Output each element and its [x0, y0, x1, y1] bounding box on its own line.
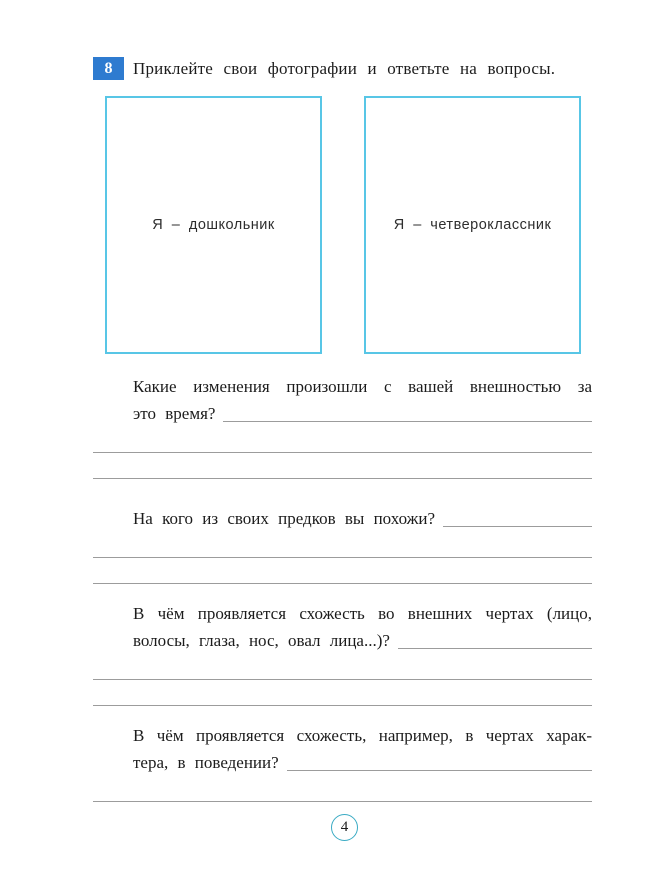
- answer-line: [93, 427, 592, 453]
- answer-line: [287, 749, 592, 771]
- photo-box-fourth-grader: [364, 96, 581, 354]
- question-3-text: волосы, глаза, нос, овал лица...)?: [133, 631, 390, 650]
- photo-label-fourth-grader: Я – четвероклассник: [393, 217, 552, 233]
- answer-line: [93, 654, 592, 680]
- question-4: [133, 722, 592, 802]
- question-3-line-1: В чём проявляется схожесть во внешних чертах (лицо,: [133, 604, 592, 623]
- question-3: [133, 600, 592, 706]
- answer-line: [93, 532, 592, 558]
- photo-placeholders: [105, 96, 592, 354]
- question-4-last-line: [133, 749, 592, 776]
- question-2-text: На кого из своих предков вы похожи?: [133, 509, 436, 528]
- answer-line: [93, 558, 592, 584]
- question-1-last-line: [133, 400, 592, 427]
- question-2: [133, 505, 592, 584]
- question-3-last-line: [133, 627, 592, 654]
- task-instruction: Приклейте свои фотографии и ответьте на вопросы.: [133, 59, 556, 78]
- question-1-text: это время?: [133, 404, 216, 423]
- answer-line: [93, 680, 592, 706]
- photo-label-preschooler: Я – дошкольник: [152, 217, 275, 233]
- answer-line: [443, 505, 592, 527]
- question-2-last-line: [133, 505, 592, 532]
- task-header: [93, 57, 592, 80]
- page-number-badge: 4: [331, 814, 358, 841]
- question-1: [133, 373, 592, 479]
- question-1-line-1: Какие изменения произошли с вашей внешностью за: [133, 377, 592, 396]
- photo-box-preschooler: [105, 96, 322, 354]
- answer-line: [223, 400, 592, 422]
- answer-line: [398, 627, 592, 649]
- question-4-line-1: В чём проявляется схожесть, например, в чертах харак-: [133, 726, 592, 745]
- question-4-text: тера, в поведении?: [133, 753, 279, 772]
- answer-line: [93, 776, 592, 802]
- task-number-badge: 8: [93, 57, 124, 80]
- answer-line: [93, 453, 592, 479]
